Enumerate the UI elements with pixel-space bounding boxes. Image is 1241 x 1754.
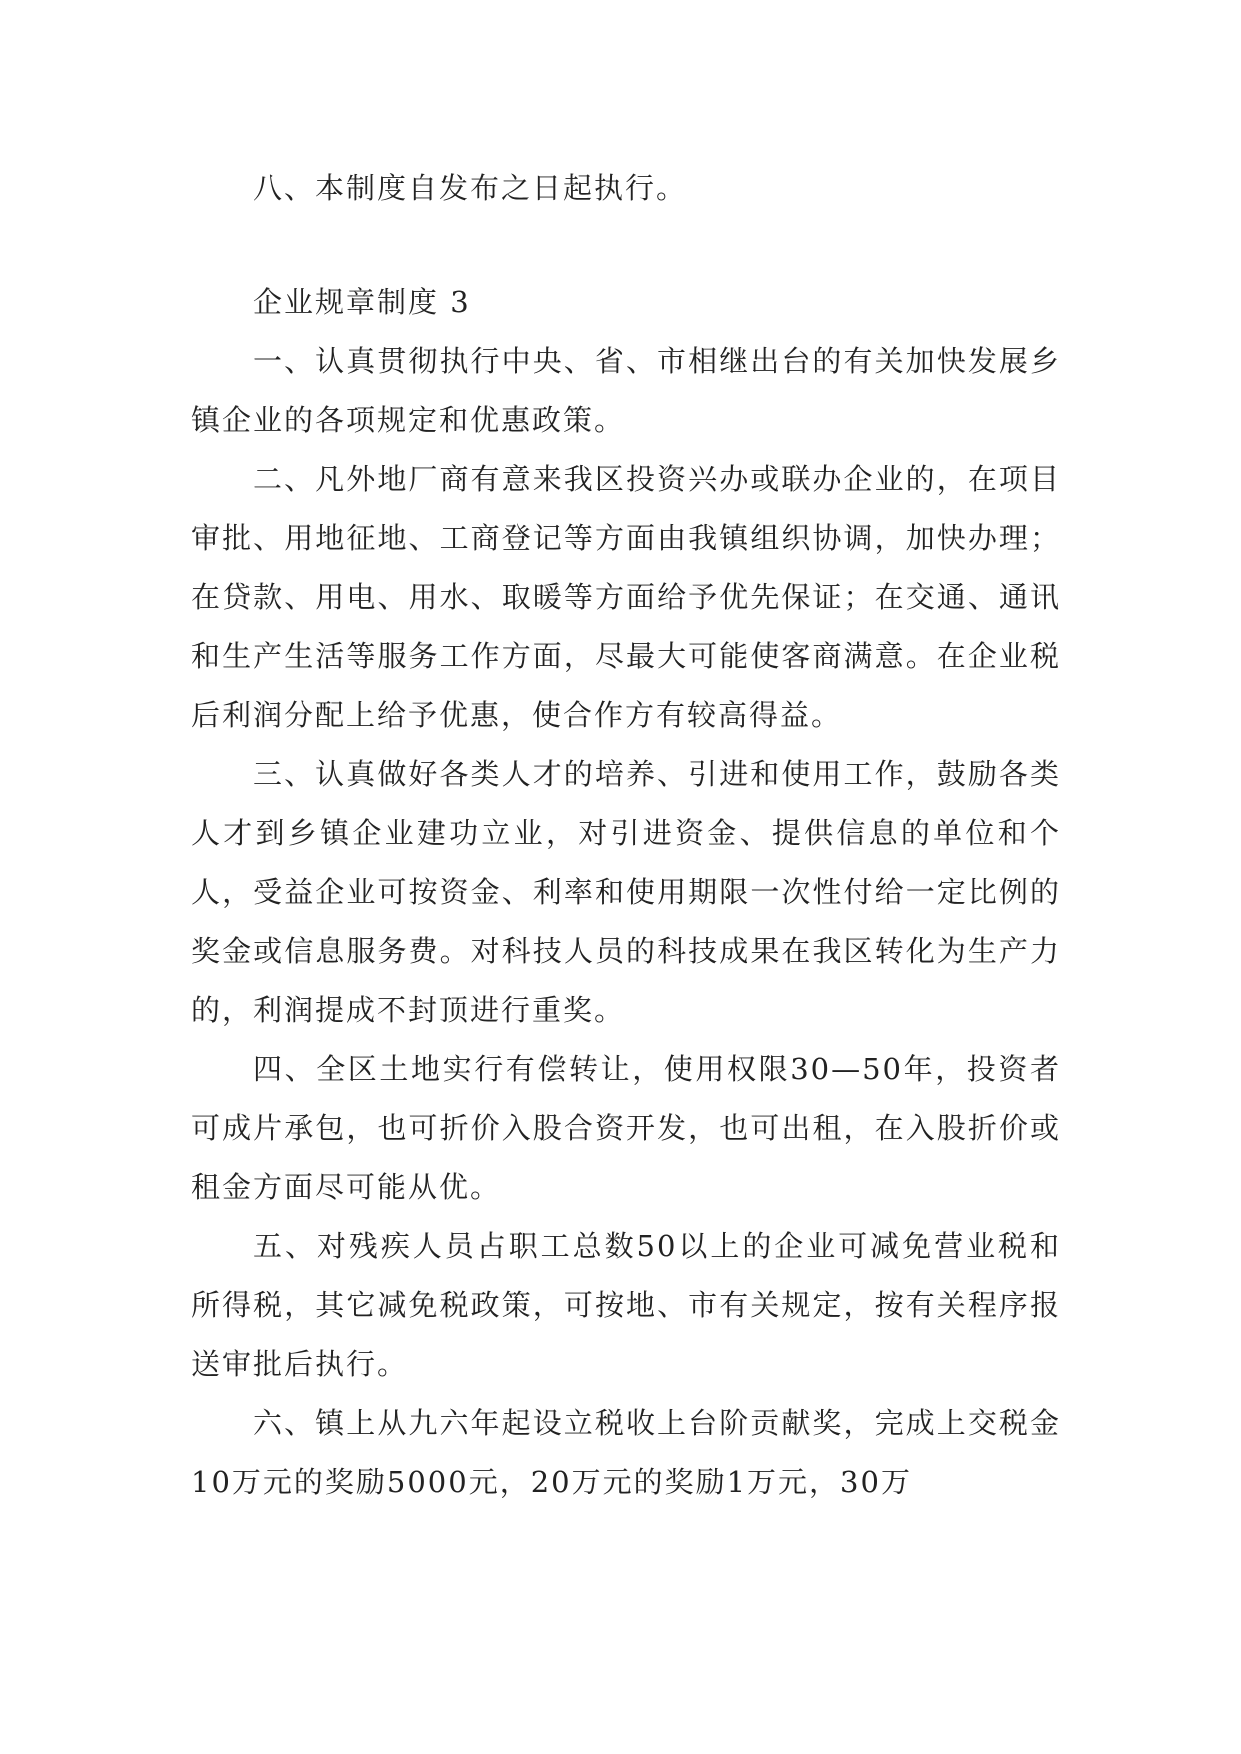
document-body <box>191 159 1061 1512</box>
section-title: 企业规章制度 3 <box>253 285 471 319</box>
section-gap <box>191 218 1061 273</box>
paragraph-1: 一、认真贯彻执行中央、省、市相继出台的有关加快发展乡镇企业的各项规定和优惠政策。 <box>191 344 1061 437</box>
paragraph-6: 六、镇上从九六年起设立税收上台阶贡献奖，完成上交税金10万元的奖励5000元，20万元的奖励1万元，30万 <box>191 1406 1061 1499</box>
paragraph-4: 四、全区土地实行有偿转让，使用权限30—50年，投资者可成片承包，也可折价入股合资开发，也可出租，在入股折价或租金方面尽可能从优。 <box>191 1052 1061 1204</box>
paragraph-5: 五、对残疾人员占职工总数50以上的企业可减免营业税和所得税，其它减免税政策，可按地、市有关规定，按有关程序报送审批后执行。 <box>191 1229 1061 1381</box>
paragraph-3: 三、认真做好各类人才的培养、引进和使用工作，鼓励各类人才到乡镇企业建功立业，对引进资金、提供信息的单位和个人，受益企业可按资金、利率和使用期限一次性付给一定比例的奖金或信息服务费。对科技人员的科技成果在我区转化为生产力的，利润提成不封顶进行重奖。 <box>191 757 1061 1027</box>
paragraph-2: 二、凡外地厂商有意来我区投资兴办或联办企业的，在项目审批、用地征地、工商登记等方面由我镇组织协调，加快办理；在贷款、用电、用水、取暖等方面给予优先保证；在交通、通讯和生产生活等服务工作方面，尽最大可能使客商满意。在企业税后利润分配上给予优惠，使合作方有较高得益。 <box>191 462 1061 732</box>
closing-clause: 八、本制度自发布之日起执行。 <box>253 171 688 205</box>
